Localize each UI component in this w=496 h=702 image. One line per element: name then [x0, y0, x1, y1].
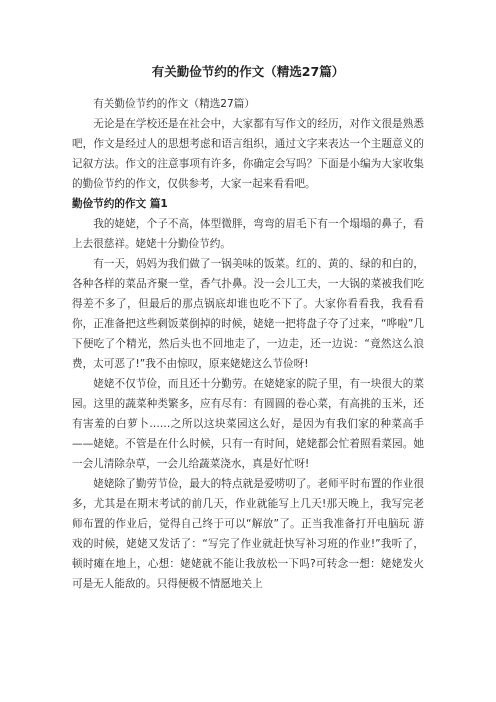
section-heading: 勤俭节约的作文 篇1: [72, 198, 168, 210]
paragraph: 无论是在学校还是在社会中，大家都有写作文的经历，对作文很是熟悉吧，作文是经过人的思想考虑和语言组织，通过文字来表达一个主题意义的记叙方法。作文的注意事项有许多，你确定会写吗？下面是小编为大家收集的勤俭节约的作文，仅供参考，大家一起来看看吧。: [72, 118, 424, 190]
paragraph: 我的姥姥，个子不高，体型微胖，弯弯的眉毛下有一个塌塌的鼻子，看上去很慈祥。姥姥十分勤俭节约。: [72, 218, 424, 250]
paragraph: 姥姥除了勤劳节俭，最大的特点就是爱唠叨了。老师平时布置的作业很多，尤其是在期末考试的前几天，作业就能写上几天!那天晚上，我写完老师布置的作业后，觉得自己终于可以“解放”了。正当我准备打开电脑玩 游戏的时候，姥姥又发话了：“写完了作业就赶快写补习班的作业!”我听了，顿时瘫在地上，心想：姥姥就不能让我放松一下吗?可转念一想：姥姥发火可是无人能敌的。只得便极不情愿地关上: [72, 478, 424, 590]
paragraph: 姥姥不仅节俭，而且还十分勤劳。在姥姥家的院子里，有一块很大的菜园。这里的蔬菜种类繁多，应有尽有：有圆圆的卷心菜，有高挑的玉米，还有害羞的白萝卜……之所以这块菜园这么好，是因为有我们家的种菜高手——姥姥。不管是在什么时候，只有一有时间，姥姥都会忙着照看菜园。她一会儿清除杂草，一会儿给蔬菜浇水，真是好忙呀!: [72, 378, 424, 470]
document-body: [72, 94, 424, 594]
paragraph: 有一天，妈妈为我们做了一锅美味的饭菜。红的、黄的、绿的和白的，各种各样的菜品齐聚一堂，香气扑鼻。没一会儿工夫，一大锅的菜被我们吃得差不多了，但最后的那点锅底却谁也吃不下了。大家你看看我，我看看你，正准备把这些剩饭菜倒掉的时候，姥姥一把将盘子夺了过来，“哗啦”几下便吃了个精光，然后头也不回地走了，一边走，还一边说：“竟然这么浪费，太可恶了!”我不由惊叹，原来姥姥这么节俭呀!: [72, 258, 424, 370]
paragraph: 有关勤俭节约的作文（精选27篇）: [93, 98, 255, 110]
document-title: 有关勤俭节约的作文（精选27篇）: [151, 64, 345, 79]
